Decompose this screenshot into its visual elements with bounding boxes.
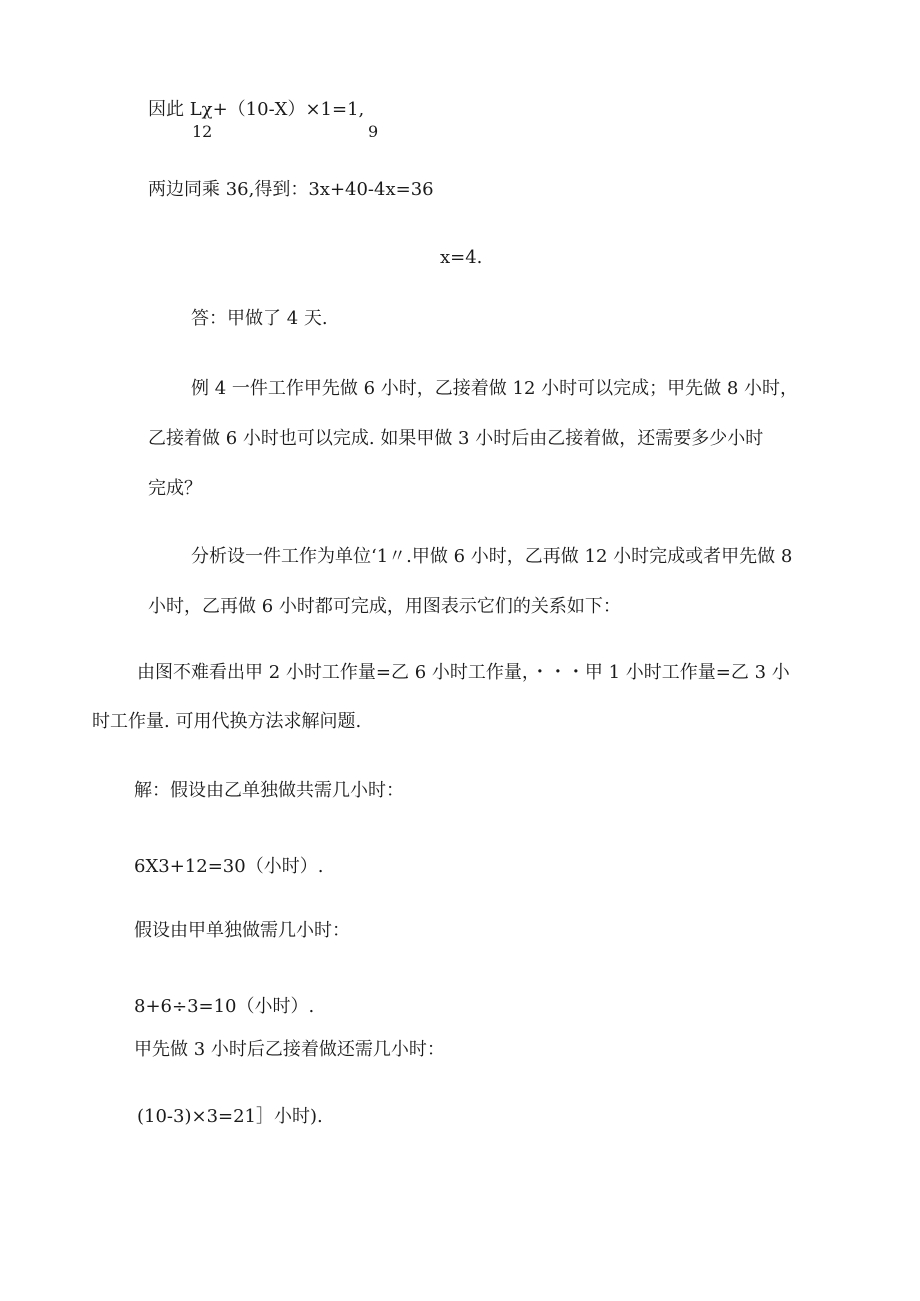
equation-denominator-9: 9 bbox=[368, 122, 379, 141]
solution-question-2: 假设由甲单独做需几小时： bbox=[134, 920, 350, 941]
graph-conclusion-line-1: 由图不难看出甲 2 小时工作量=乙 6 小时工作量，・・・甲 1 小时工作量=乙 3 小 bbox=[137, 662, 790, 683]
example4-line-1: 例 4 一件工作甲先做 6 小时，乙接着做 12 小时可以完成；甲先做 8 小时， bbox=[191, 378, 799, 399]
analysis-line-1: 分析设一件工作为单位‘1〃.甲做 6 小时，乙再做 12 小时完成或者甲先做 8 bbox=[191, 546, 793, 567]
analysis-line-2: 小时，乙再做 6 小时都可完成，用图表示它们的关系如下： bbox=[148, 596, 621, 617]
solution-intro: 解：假设由乙单独做共需几小时： bbox=[134, 780, 404, 801]
answer-line: 答：甲做了 4 天. bbox=[191, 308, 328, 329]
solution-calc-3: (10-3)×3=21］小时). bbox=[137, 1106, 323, 1127]
graph-conclusion-line-2: 时工作量. 可用代换方法求解问题. bbox=[92, 711, 362, 732]
equation-denominator-12: 12 bbox=[192, 122, 213, 141]
solution-calc-1: 6X3+12=30（小时）. bbox=[134, 856, 324, 877]
example4-line-2: 乙接着做 6 小时也可以完成. 如果甲做 3 小时后由乙接着做，还需要多少小时 bbox=[148, 428, 764, 449]
multiply-step: 两边同乘 36,得到：3x+40-4x=36 bbox=[148, 179, 434, 200]
x-result: x=4. bbox=[440, 247, 483, 268]
solution-calc-2: 8+6÷3=10（小时）. bbox=[134, 996, 315, 1017]
equation-top: 因此 Lχ+（10-X）×1=1, bbox=[148, 99, 365, 120]
solution-question-3: 甲先做 3 小时后乙接着做还需几小时： bbox=[134, 1039, 445, 1060]
example4-line-3: 完成？ bbox=[148, 478, 202, 499]
